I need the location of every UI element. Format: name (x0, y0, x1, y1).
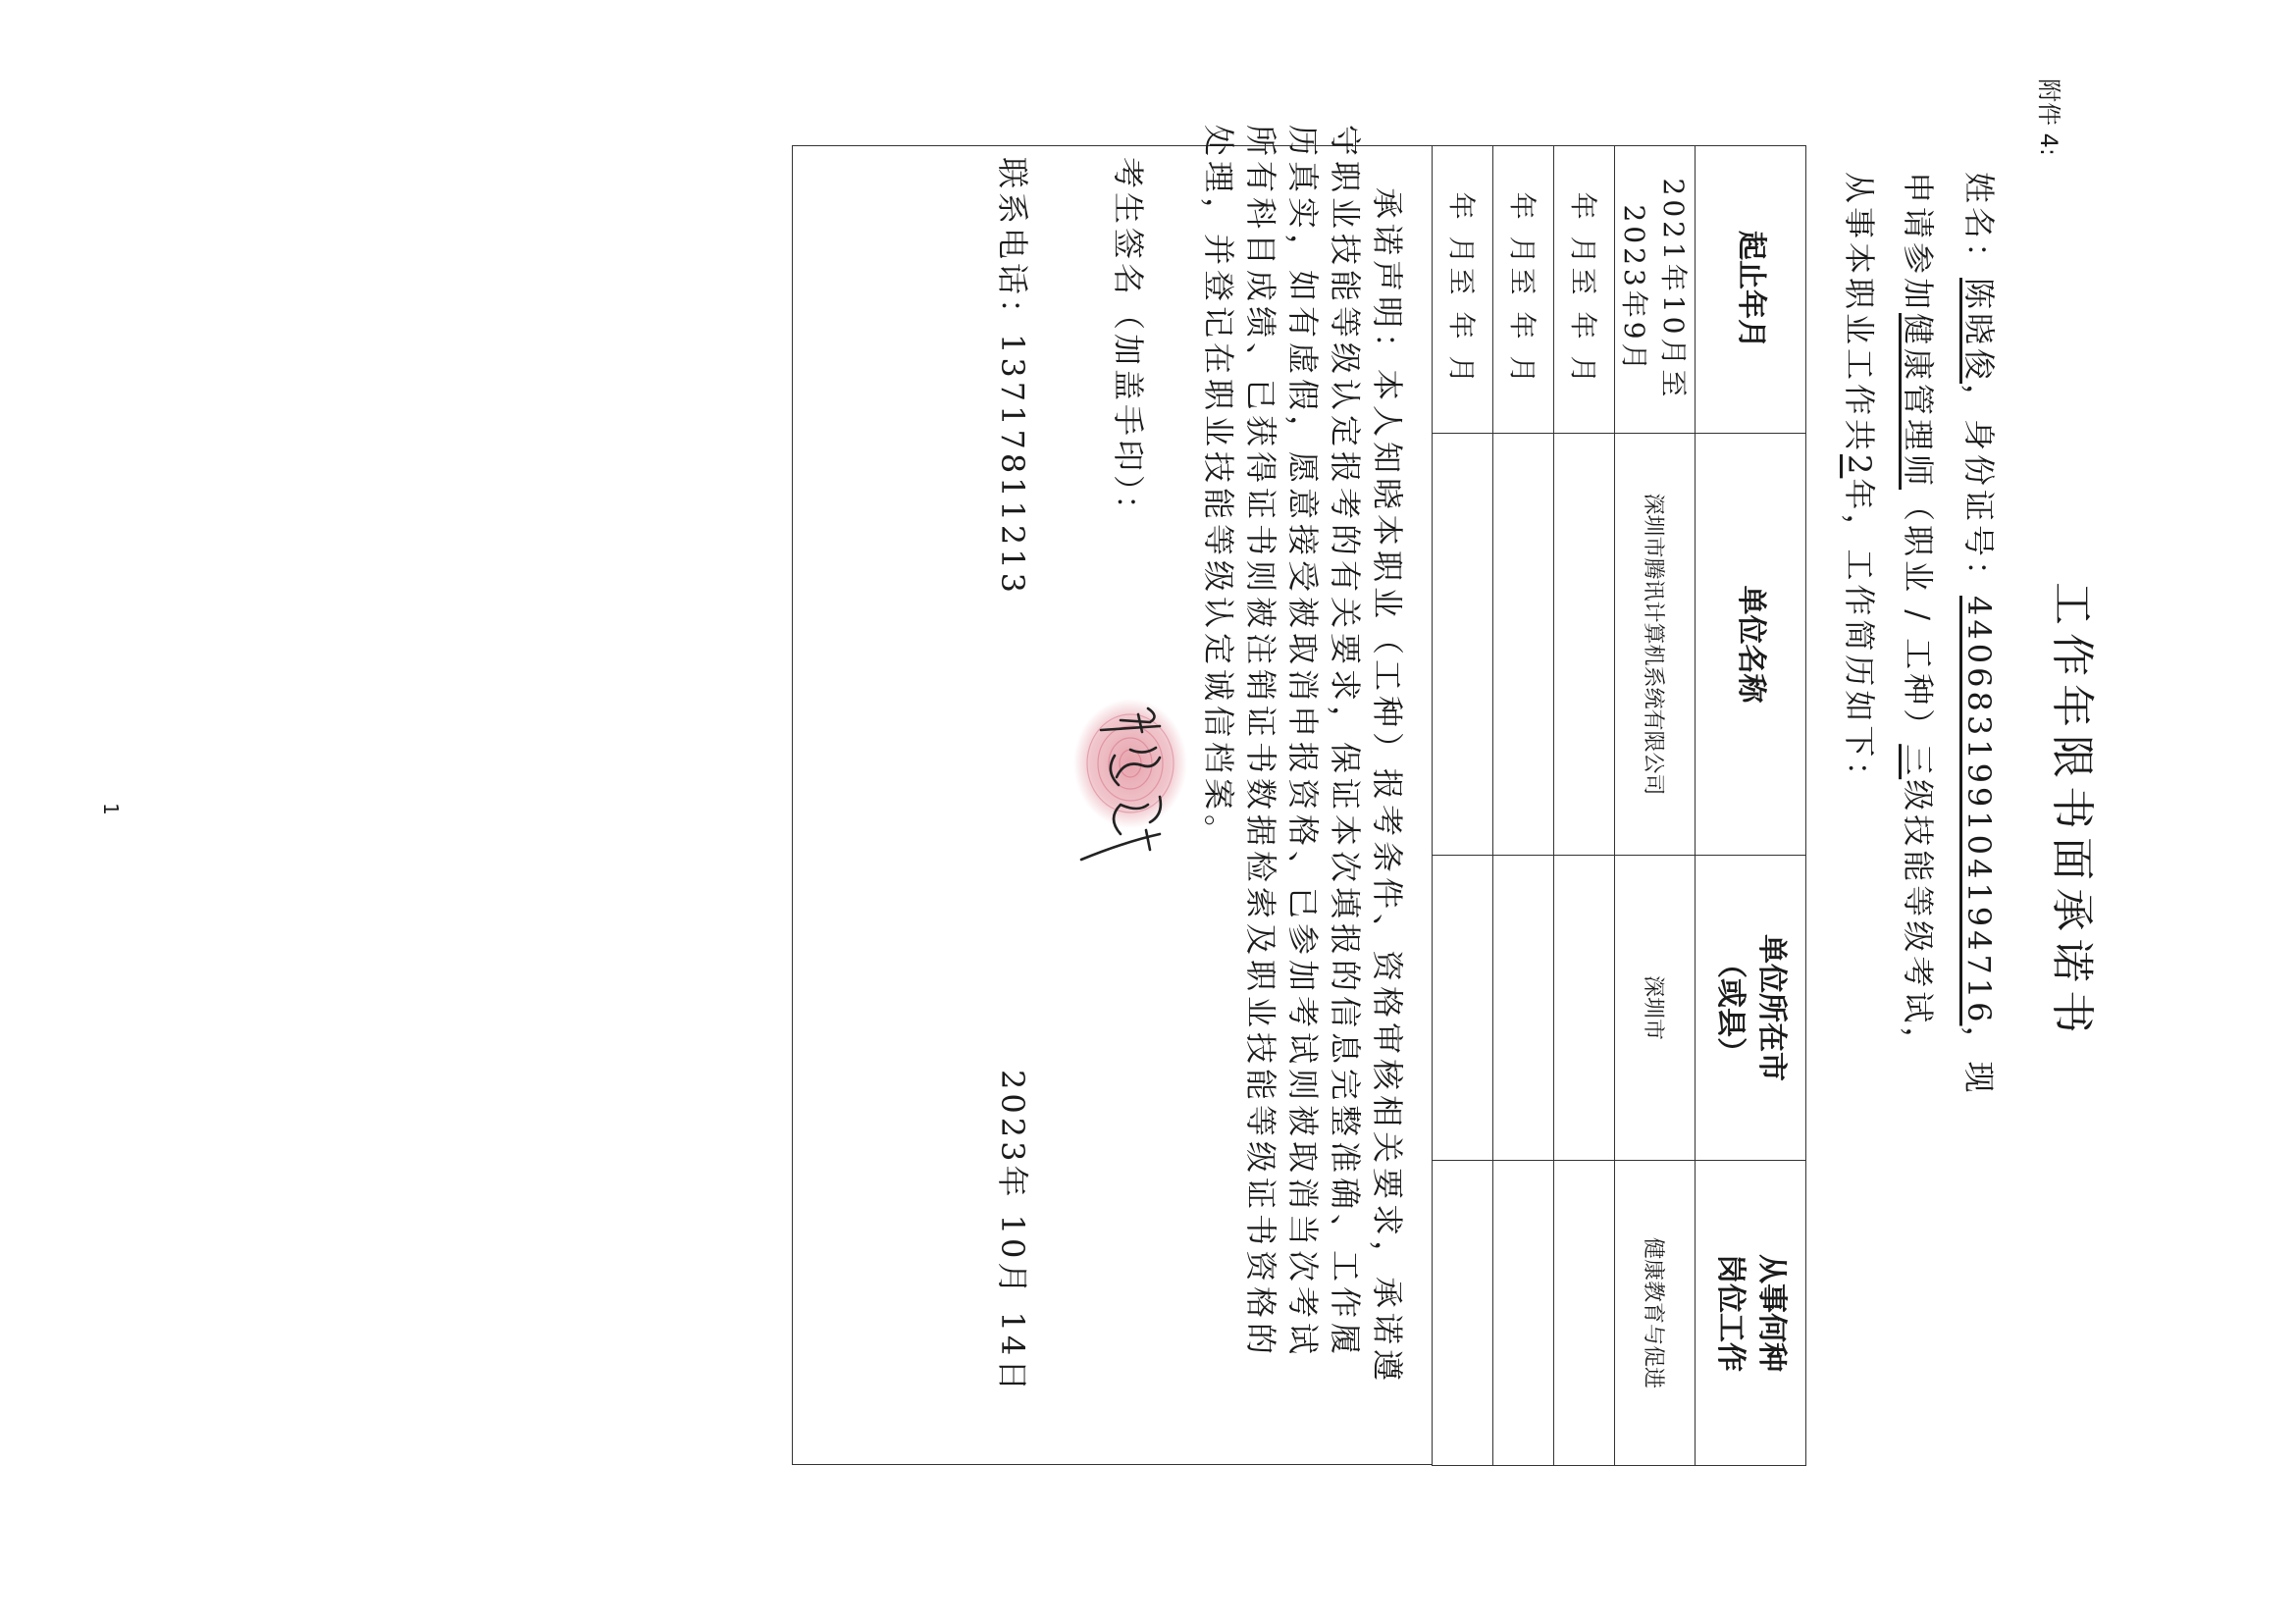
signature-line (1108, 157, 1153, 530)
header-city-line1: 单位所在市 (1753, 934, 1789, 1081)
row-city (1554, 856, 1615, 1161)
row-position (1554, 1161, 1615, 1466)
signature-fingerprint-image (1032, 687, 1199, 873)
row-period: 年 月至 年 月 (1493, 146, 1554, 434)
header-position-line1: 从事何种 (1753, 1254, 1789, 1372)
occupation-value: 健康管理师 (1900, 313, 1937, 491)
row-position (1433, 1161, 1493, 1466)
signature-label: 考生签名（加盖手印）： (1110, 157, 1147, 531)
row-period: 2021年10月至2023年9月 (1615, 146, 1695, 434)
years-value: 2 (1841, 454, 1878, 479)
level-value: 三 (1900, 744, 1937, 780)
phone-line (992, 157, 1037, 597)
header-city-line2: （或县） (1712, 949, 1748, 1067)
promise-statement: 承诺声明：本人知晓本职业（工种）报考条件、资格审核相关要求，承诺遵守职业技能等级认定报考的有关要求，保证本次填报的信息完整准确、工作履历真实，如有虚假，愿意接受被取消申报资格、已参加考试则被取消当次考试所有科目成绩、已获得证书则被注销证书数据检索及职业技能等级证书资格的处理，并登记在职业技能等级认定诚信档案。 (1200, 125, 1406, 1387)
row-company (1433, 434, 1493, 856)
phone-label: 联系电话： (994, 157, 1031, 335)
row-company (1493, 434, 1554, 856)
table-header-row (1695, 146, 1805, 1466)
table-row (1554, 146, 1615, 1466)
name-value: 陈晓俊 (1960, 278, 1998, 385)
years-line (1839, 172, 1884, 796)
row-company (1554, 434, 1615, 856)
row-period: 年 月至 年 月 (1433, 146, 1493, 434)
header-company: 单位名称 (1695, 434, 1805, 856)
work-history-table (1432, 145, 1806, 1466)
header-period: 起止年月 (1695, 146, 1805, 434)
years-prefix: 从事本职业工作共 (1841, 172, 1878, 455)
phone-value: 13717811213 (994, 334, 1031, 597)
header-city (1695, 856, 1805, 1161)
name-label: 姓名： (1960, 172, 1998, 279)
applicant-line (1958, 172, 2004, 1097)
row-city (1493, 856, 1554, 1161)
table-row (1615, 146, 1695, 1466)
row-position (1493, 1161, 1554, 1466)
table-row (1493, 146, 1554, 1466)
row-period: 年 月至 年 月 (1554, 146, 1615, 434)
table-row (1433, 146, 1493, 1466)
row-position: 健康教育与促进 (1615, 1161, 1695, 1466)
signing-date: 2023年 10月 14日 (994, 1070, 1031, 1395)
header-position-line2: 岗位工作 (1712, 1254, 1748, 1372)
id-label: ，身份证号： (1960, 384, 1998, 597)
row-city: 深圳市 (1615, 856, 1695, 1161)
apply-prefix: 申请参加 (1900, 172, 1937, 314)
years-suffix: 年，工作简历如下： (1841, 478, 1878, 797)
id-suffix: ，现 (1960, 1025, 1998, 1097)
attachment-label: 附件 4: (2035, 79, 2062, 156)
exam-line (1898, 172, 1943, 1062)
id-value: 440683199104194716 (1960, 596, 1998, 1026)
document-title: 工作年限书面承诺书 (2047, 582, 2097, 1041)
header-position (1695, 1161, 1805, 1466)
row-company: 深圳市腾讯计算机系统有限公司 (1615, 434, 1695, 856)
row-city (1433, 856, 1493, 1161)
occupation-suffix: （职业 / 工种） (1900, 490, 1937, 745)
level-suffix: 级技能等级考试， (1900, 779, 1937, 1063)
page-number: 1 (99, 803, 123, 815)
